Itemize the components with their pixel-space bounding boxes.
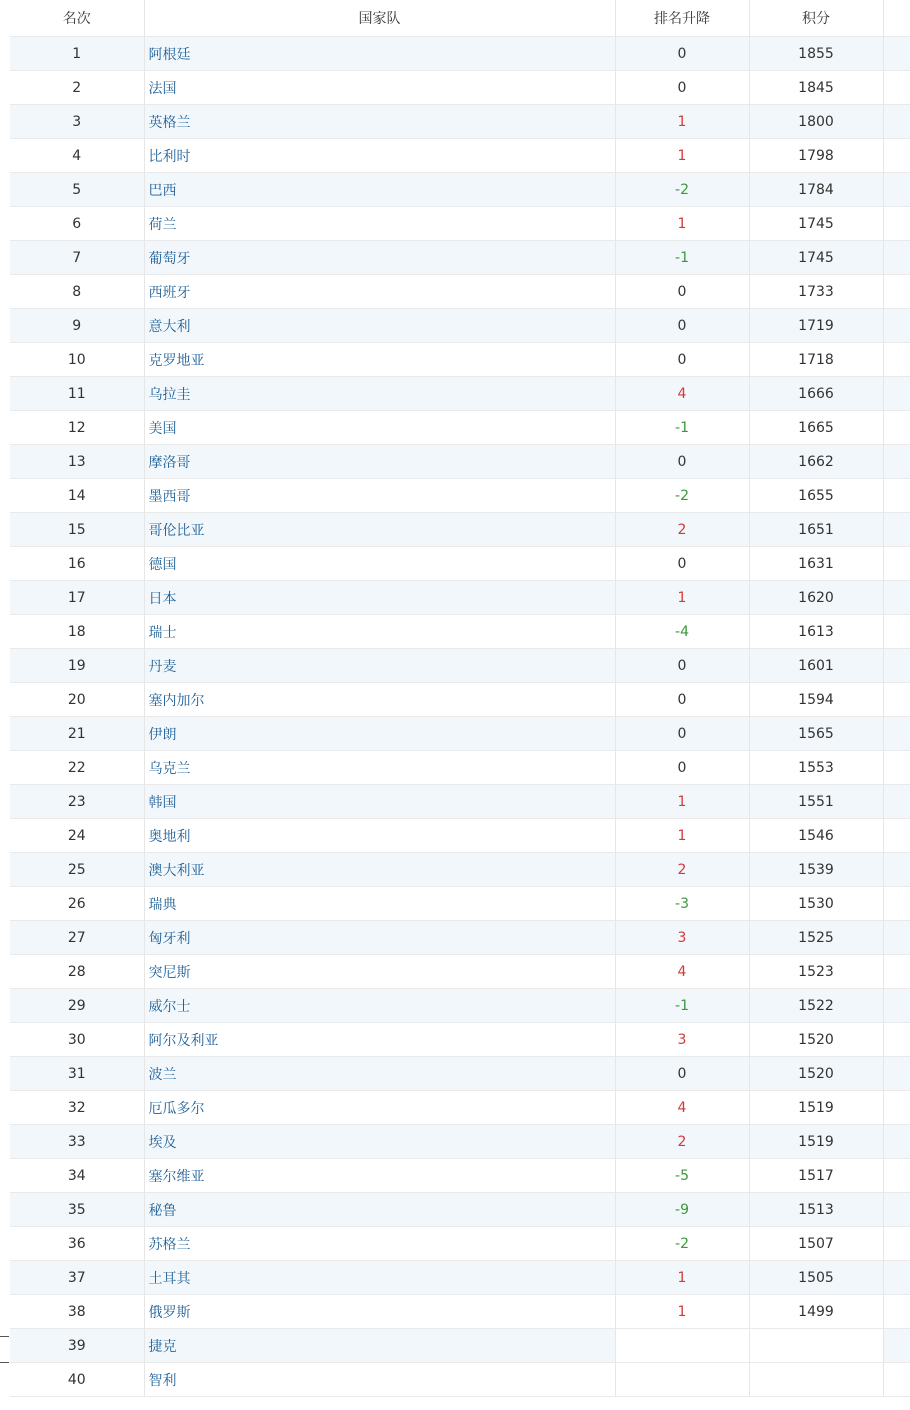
table-row	[10, 581, 910, 615]
rank-cell: 6	[10, 207, 144, 241]
table-row	[10, 547, 910, 581]
change-cell: 0	[615, 71, 749, 105]
extra-cell	[883, 309, 910, 343]
change-cell: 4	[615, 1091, 749, 1125]
team-link[interactable]: 突尼斯	[144, 955, 615, 989]
team-link[interactable]: 波兰	[144, 1057, 615, 1091]
rank-cell: 7	[10, 241, 144, 275]
table-row	[10, 1261, 910, 1295]
team-link[interactable]: 韩国	[144, 785, 615, 819]
change-cell: 0	[615, 309, 749, 343]
rank-cell: 2	[10, 71, 144, 105]
change-cell: 2	[615, 853, 749, 887]
team-link[interactable]: 塞尔维亚	[144, 1159, 615, 1193]
rank-cell: 38	[10, 1295, 144, 1329]
table-row	[10, 955, 910, 989]
change-cell: -2	[615, 479, 749, 513]
points-cell: 1662	[749, 445, 883, 479]
table-row	[10, 1193, 910, 1227]
extra-cell	[883, 1363, 910, 1397]
points-cell: 1800	[749, 105, 883, 139]
extra-cell	[883, 955, 910, 989]
left-margin	[0, 0, 10, 1410]
points-cell	[749, 1329, 883, 1363]
table-row	[10, 1363, 910, 1397]
rank-cell: 18	[10, 615, 144, 649]
table-row	[10, 1057, 910, 1091]
rank-cell: 17	[10, 581, 144, 615]
table-row	[10, 275, 910, 309]
team-link[interactable]: 美国	[144, 411, 615, 445]
change-cell: -4	[615, 615, 749, 649]
extra-cell	[883, 581, 910, 615]
table-row	[10, 139, 910, 173]
rank-cell: 10	[10, 343, 144, 377]
extra-cell	[883, 1159, 910, 1193]
ranking-table	[10, 0, 910, 1397]
team-link[interactable]: 澳大利亚	[144, 853, 615, 887]
points-cell: 1520	[749, 1023, 883, 1057]
change-cell: -2	[615, 1227, 749, 1261]
rank-cell: 26	[10, 887, 144, 921]
team-link[interactable]: 荷兰	[144, 207, 615, 241]
team-link[interactable]: 瑞典	[144, 887, 615, 921]
table-row	[10, 479, 910, 513]
extra-cell	[883, 445, 910, 479]
table-row	[10, 921, 910, 955]
change-cell: 1	[615, 1295, 749, 1329]
extra-cell	[883, 377, 910, 411]
points-cell: 1719	[749, 309, 883, 343]
team-link[interactable]: 法国	[144, 71, 615, 105]
points-cell: 1517	[749, 1159, 883, 1193]
rank-cell: 4	[10, 139, 144, 173]
team-link[interactable]: 厄瓜多尔	[144, 1091, 615, 1125]
points-cell: 1601	[749, 649, 883, 683]
team-link[interactable]: 匈牙利	[144, 921, 615, 955]
extra-cell	[883, 853, 910, 887]
extra-cell	[883, 649, 910, 683]
change-cell: -5	[615, 1159, 749, 1193]
change-cell: -1	[615, 411, 749, 445]
team-link[interactable]: 苏格兰	[144, 1227, 615, 1261]
extra-cell	[883, 717, 910, 751]
extra-cell	[883, 37, 910, 71]
team-link[interactable]: 墨西哥	[144, 479, 615, 513]
rank-cell: 28	[10, 955, 144, 989]
points-cell: 1594	[749, 683, 883, 717]
header-extra	[883, 0, 910, 37]
points-cell: 1513	[749, 1193, 883, 1227]
team-link[interactable]: 秘鲁	[144, 1193, 615, 1227]
extra-cell	[883, 1227, 910, 1261]
table-row	[10, 989, 910, 1023]
points-cell: 1499	[749, 1295, 883, 1329]
team-link[interactable]: 塞内加尔	[144, 683, 615, 717]
table-row	[10, 1329, 910, 1363]
table-header-row	[10, 0, 910, 37]
rank-cell: 31	[10, 1057, 144, 1091]
points-cell: 1733	[749, 275, 883, 309]
change-cell: 2	[615, 513, 749, 547]
extra-cell	[883, 1261, 910, 1295]
rank-cell: 3	[10, 105, 144, 139]
table-body	[10, 37, 910, 1397]
change-cell: 0	[615, 649, 749, 683]
team-link[interactable]: 葡萄牙	[144, 241, 615, 275]
table-row	[10, 717, 910, 751]
extra-cell	[883, 547, 910, 581]
rank-cell: 39	[10, 1329, 144, 1363]
team-link[interactable]: 英格兰	[144, 105, 615, 139]
change-cell: 1	[615, 207, 749, 241]
change-cell: 0	[615, 547, 749, 581]
team-link[interactable]: 阿尔及利亚	[144, 1023, 615, 1057]
rank-cell: 8	[10, 275, 144, 309]
points-cell: 1565	[749, 717, 883, 751]
extra-cell	[883, 275, 910, 309]
team-link[interactable]: 摩洛哥	[144, 445, 615, 479]
team-link[interactable]: 西班牙	[144, 275, 615, 309]
team-link[interactable]: 俄罗斯	[144, 1295, 615, 1329]
table-row	[10, 1295, 910, 1329]
points-cell: 1855	[749, 37, 883, 71]
points-cell: 1666	[749, 377, 883, 411]
rank-cell: 13	[10, 445, 144, 479]
table-row	[10, 207, 910, 241]
team-link[interactable]: 土耳其	[144, 1261, 615, 1295]
change-cell: -3	[615, 887, 749, 921]
table-row	[10, 615, 910, 649]
extra-cell	[883, 1091, 910, 1125]
points-cell: 1631	[749, 547, 883, 581]
extra-cell	[883, 1329, 910, 1363]
team-link[interactable]: 德国	[144, 547, 615, 581]
extra-cell	[883, 1057, 910, 1091]
change-cell: 0	[615, 751, 749, 785]
extra-cell	[883, 751, 910, 785]
team-link[interactable]: 阿根廷	[144, 37, 615, 71]
header-rank: 名次	[10, 0, 144, 37]
table-row	[10, 343, 910, 377]
extra-cell	[883, 921, 910, 955]
extra-cell	[883, 207, 910, 241]
margin-mark	[0, 1362, 9, 1363]
change-cell: -9	[615, 1193, 749, 1227]
points-cell	[749, 1363, 883, 1397]
rank-cell: 15	[10, 513, 144, 547]
change-cell: 4	[615, 955, 749, 989]
rank-cell: 12	[10, 411, 144, 445]
table-row	[10, 785, 910, 819]
change-cell: 0	[615, 717, 749, 751]
extra-cell	[883, 785, 910, 819]
extra-cell	[883, 139, 910, 173]
extra-cell	[883, 479, 910, 513]
rank-cell: 25	[10, 853, 144, 887]
table-row	[10, 1159, 910, 1193]
points-cell: 1613	[749, 615, 883, 649]
extra-cell	[883, 1193, 910, 1227]
team-link[interactable]: 哥伦比亚	[144, 513, 615, 547]
table-row	[10, 683, 910, 717]
table-row	[10, 445, 910, 479]
rank-cell: 24	[10, 819, 144, 853]
table-row	[10, 819, 910, 853]
rank-cell: 36	[10, 1227, 144, 1261]
team-link[interactable]: 克罗地亚	[144, 343, 615, 377]
team-link[interactable]: 日本	[144, 581, 615, 615]
rank-cell: 21	[10, 717, 144, 751]
change-cell: 1	[615, 105, 749, 139]
points-cell: 1745	[749, 241, 883, 275]
points-cell: 1507	[749, 1227, 883, 1261]
extra-cell	[883, 513, 910, 547]
points-cell: 1553	[749, 751, 883, 785]
points-cell: 1551	[749, 785, 883, 819]
table-row	[10, 309, 910, 343]
table-row	[10, 887, 910, 921]
team-link[interactable]: 伊朗	[144, 717, 615, 751]
table-row	[10, 1227, 910, 1261]
table-row	[10, 377, 910, 411]
rank-cell: 30	[10, 1023, 144, 1057]
rank-cell: 16	[10, 547, 144, 581]
table-row	[10, 105, 910, 139]
extra-cell	[883, 683, 910, 717]
points-cell: 1845	[749, 71, 883, 105]
team-link[interactable]: 丹麦	[144, 649, 615, 683]
points-cell: 1718	[749, 343, 883, 377]
extra-cell	[883, 411, 910, 445]
table-row	[10, 751, 910, 785]
points-cell: 1539	[749, 853, 883, 887]
change-cell: -1	[615, 241, 749, 275]
rank-cell: 19	[10, 649, 144, 683]
extra-cell	[883, 1023, 910, 1057]
points-cell: 1519	[749, 1125, 883, 1159]
rank-cell: 20	[10, 683, 144, 717]
change-cell: 0	[615, 1057, 749, 1091]
points-cell: 1798	[749, 139, 883, 173]
rank-cell: 34	[10, 1159, 144, 1193]
extra-cell	[883, 343, 910, 377]
change-cell: 0	[615, 683, 749, 717]
team-link[interactable]: 奥地利	[144, 819, 615, 853]
rank-cell: 14	[10, 479, 144, 513]
extra-cell	[883, 105, 910, 139]
team-link[interactable]: 埃及	[144, 1125, 615, 1159]
change-cell: 3	[615, 1023, 749, 1057]
change-cell: 1	[615, 139, 749, 173]
change-cell: 3	[615, 921, 749, 955]
ranking-table-container	[10, 0, 910, 1410]
header-points: 积分	[749, 0, 883, 37]
table-row	[10, 513, 910, 547]
rank-cell: 37	[10, 1261, 144, 1295]
change-cell: -1	[615, 989, 749, 1023]
table-row	[10, 173, 910, 207]
points-cell: 1620	[749, 581, 883, 615]
team-link[interactable]: 威尔士	[144, 989, 615, 1023]
team-link[interactable]: 智利	[144, 1363, 615, 1397]
points-cell: 1665	[749, 411, 883, 445]
change-cell: 1	[615, 819, 749, 853]
points-cell: 1784	[749, 173, 883, 207]
team-link[interactable]: 比利时	[144, 139, 615, 173]
table-row	[10, 411, 910, 445]
points-cell: 1505	[749, 1261, 883, 1295]
rank-cell: 11	[10, 377, 144, 411]
extra-cell	[883, 173, 910, 207]
extra-cell	[883, 819, 910, 853]
points-cell: 1530	[749, 887, 883, 921]
change-cell: 0	[615, 343, 749, 377]
points-cell: 1546	[749, 819, 883, 853]
extra-cell	[883, 1295, 910, 1329]
change-cell	[615, 1329, 749, 1363]
change-cell: 1	[615, 581, 749, 615]
header-change: 排名升降	[615, 0, 749, 37]
rank-cell: 1	[10, 37, 144, 71]
team-link[interactable]: 瑞士	[144, 615, 615, 649]
change-cell: 0	[615, 445, 749, 479]
team-link[interactable]: 乌克兰	[144, 751, 615, 785]
table-row	[10, 853, 910, 887]
rank-cell: 22	[10, 751, 144, 785]
extra-cell	[883, 241, 910, 275]
rank-cell: 32	[10, 1091, 144, 1125]
margin-mark	[0, 1336, 9, 1337]
change-cell: 2	[615, 1125, 749, 1159]
table-row	[10, 1091, 910, 1125]
extra-cell	[883, 1125, 910, 1159]
change-cell: 0	[615, 37, 749, 71]
change-cell: -2	[615, 173, 749, 207]
change-cell: 0	[615, 275, 749, 309]
points-cell: 1520	[749, 1057, 883, 1091]
rank-cell: 29	[10, 989, 144, 1023]
extra-cell	[883, 989, 910, 1023]
points-cell: 1651	[749, 513, 883, 547]
table-row	[10, 241, 910, 275]
extra-cell	[883, 615, 910, 649]
rank-cell: 23	[10, 785, 144, 819]
rank-cell: 5	[10, 173, 144, 207]
points-cell: 1525	[749, 921, 883, 955]
header-team: 国家队	[144, 0, 615, 37]
points-cell: 1519	[749, 1091, 883, 1125]
team-link[interactable]: 捷克	[144, 1329, 615, 1363]
change-cell	[615, 1363, 749, 1397]
rank-cell: 40	[10, 1363, 144, 1397]
table-row	[10, 1023, 910, 1057]
change-cell: 4	[615, 377, 749, 411]
extra-cell	[883, 887, 910, 921]
points-cell: 1523	[749, 955, 883, 989]
extra-cell	[883, 71, 910, 105]
table-row	[10, 649, 910, 683]
change-cell: 1	[615, 1261, 749, 1295]
points-cell: 1522	[749, 989, 883, 1023]
team-link[interactable]: 巴西	[144, 173, 615, 207]
rank-cell: 35	[10, 1193, 144, 1227]
team-link[interactable]: 意大利	[144, 309, 615, 343]
points-cell: 1745	[749, 207, 883, 241]
table-row	[10, 37, 910, 71]
change-cell: 1	[615, 785, 749, 819]
rank-cell: 27	[10, 921, 144, 955]
points-cell: 1655	[749, 479, 883, 513]
rank-cell: 9	[10, 309, 144, 343]
team-link[interactable]: 乌拉圭	[144, 377, 615, 411]
table-row	[10, 1125, 910, 1159]
rank-cell: 33	[10, 1125, 144, 1159]
table-row	[10, 71, 910, 105]
